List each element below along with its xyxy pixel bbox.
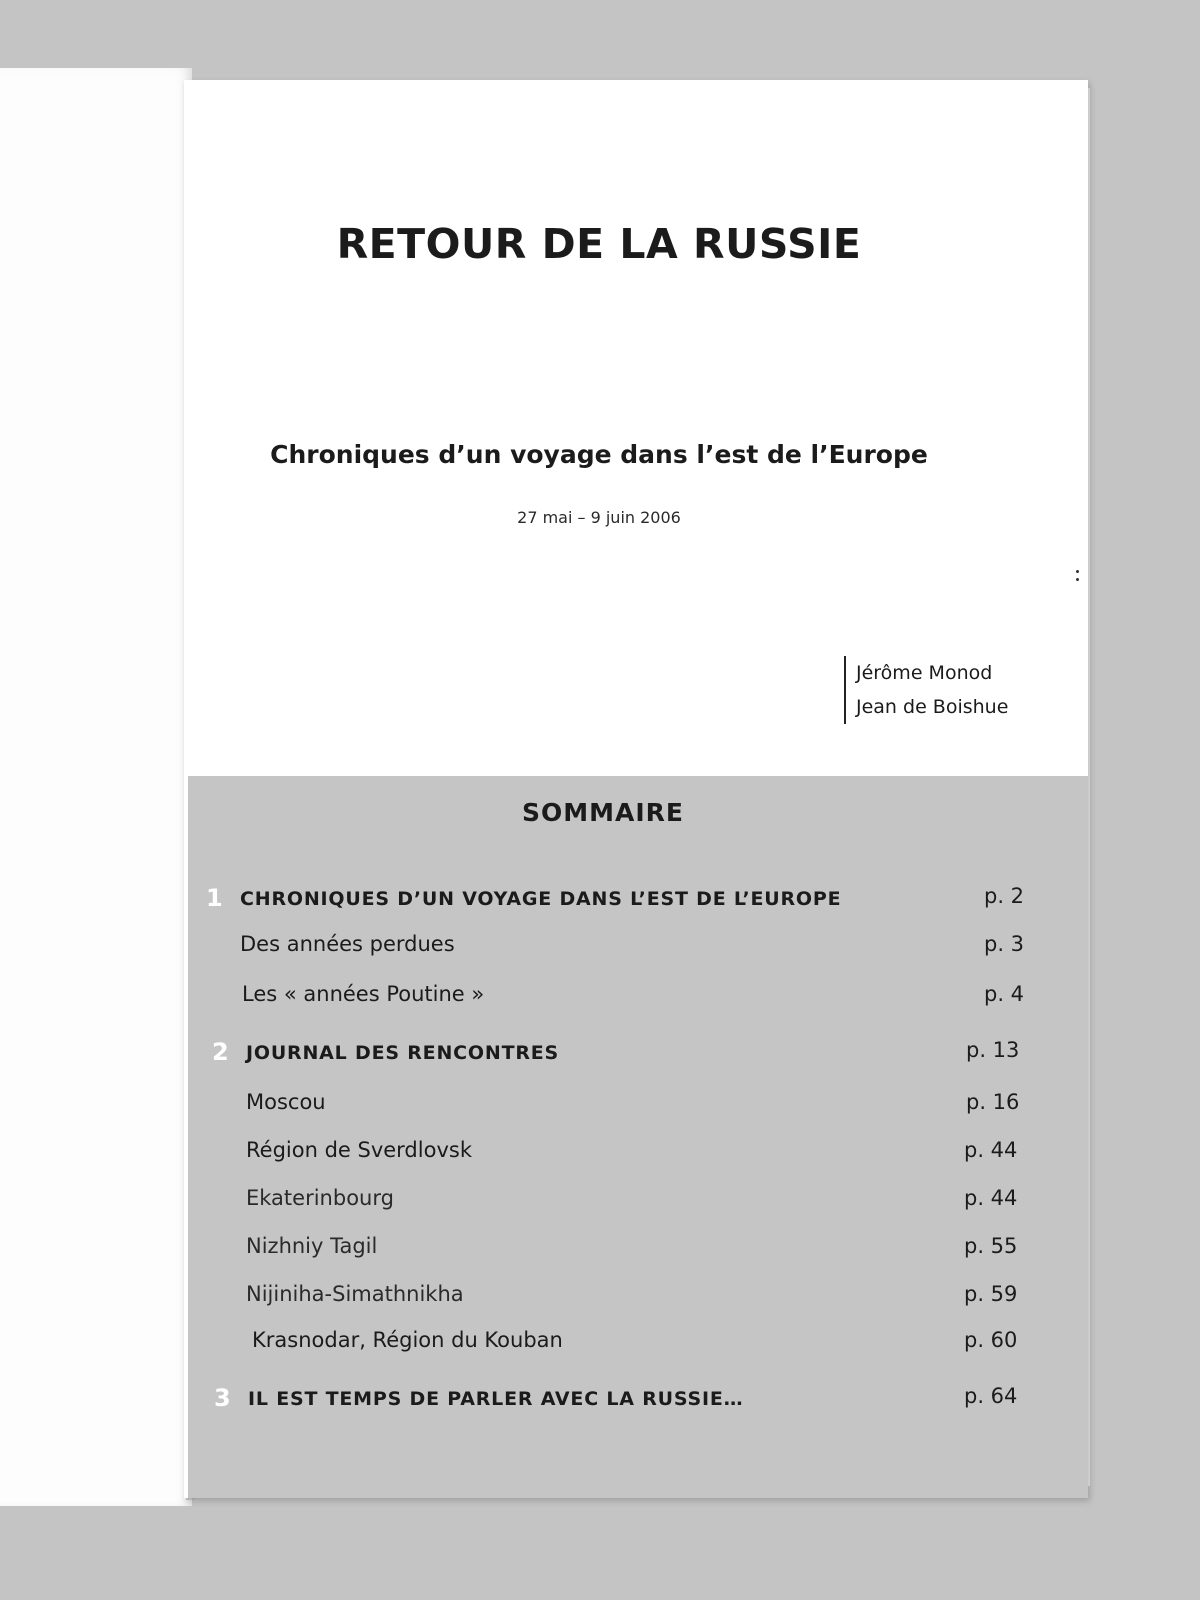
toc-entry-label: CHRONIQUES D’UN VOYAGE DANS L’EST DE L’EUROPE — [240, 888, 842, 910]
document-dates: 27 mai – 9 juin 2006 — [517, 508, 681, 527]
toc-entry-label: Nizhniy Tagil — [246, 1234, 378, 1258]
toc-entry-page: p. 2 — [984, 884, 1025, 908]
toc-entry-page: p. 16 — [966, 1090, 1020, 1114]
toc-entry-label: Les « années Poutine » — [242, 982, 485, 1006]
toc-entry-label: Région de Sverdlovsk — [246, 1138, 472, 1162]
toc-entry-page: p. 60 — [964, 1328, 1018, 1352]
author-name: Jérôme Monod — [856, 662, 993, 684]
toc-entry-label: Ekaterinbourg — [246, 1186, 394, 1210]
toc-entry-page: p. 44 — [964, 1186, 1018, 1210]
toc-entry-page: p. 3 — [984, 932, 1025, 956]
toc-entry-label: JOURNAL DES RENCONTRES — [246, 1042, 560, 1064]
toc-entry-page: p. 59 — [964, 1282, 1018, 1306]
summary-section — [188, 776, 1088, 1498]
section-number: 3 — [214, 1384, 231, 1412]
toc-entry-label: IL EST TEMPS DE PARLER AVEC LA RUSSIE… — [248, 1388, 744, 1410]
toc-entry-page: p. 64 — [964, 1384, 1018, 1408]
booklet-page — [184, 80, 1088, 1498]
toc-entry-page: p. 13 — [966, 1038, 1020, 1062]
toc-entry-label: Moscou — [246, 1090, 326, 1114]
summary-title: SOMMAIRE — [522, 798, 684, 827]
toc-entry-page: p. 55 — [964, 1234, 1018, 1258]
document-subtitle: Chroniques d’un voyage dans l’est de l’Europe — [270, 440, 928, 469]
margin-mark — [1076, 570, 1079, 573]
toc-entry-page: p. 4 — [984, 982, 1025, 1006]
section-number: 1 — [206, 884, 223, 912]
authors-block — [844, 656, 1008, 724]
toc-entry-page: p. 44 — [964, 1138, 1018, 1162]
toc-entry-label: Des années perdues — [240, 932, 455, 956]
document-title: RETOUR DE LA RUSSIE — [336, 220, 862, 268]
toc-entry-label: Krasnodar, Région du Kouban — [252, 1328, 563, 1352]
section-number: 2 — [212, 1038, 229, 1066]
toc-entry-label: Nijiniha-Simathnikha — [246, 1282, 464, 1306]
left-facing-page — [0, 68, 192, 1506]
author-name: Jean de Boishue — [856, 696, 1009, 718]
